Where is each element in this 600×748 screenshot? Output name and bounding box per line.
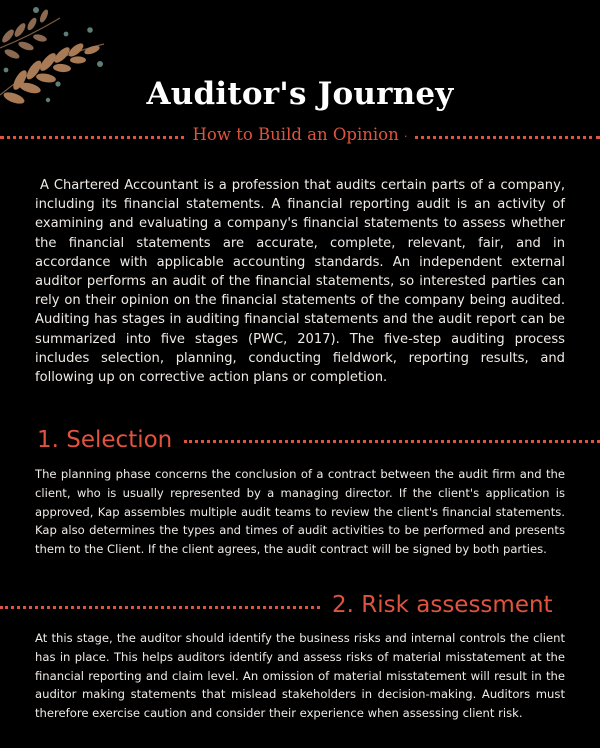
section-text-risk-assessment: At this stage, the auditor should identify the business risks and internal controls the client has in place. This helps auditors identify and assess risks of material misstatement at the financial reporting and claim level. An omission of material misstatement will result in the auditor making statements that mislead stakeholders in decision-making. Auditors must therefore exercise caution and consider their experience when assessing client risk.	[35, 631, 565, 721]
page-title: Auditor's Journey	[146, 76, 454, 112]
section-divider-selection	[184, 440, 600, 443]
section-divider-risk	[0, 606, 320, 609]
subtitle-text: How to Build an Opinion	[192, 125, 399, 144]
section-heading-risk-assessment: 2. Risk assessment	[332, 592, 553, 618]
section-heading-selection: 1. Selection	[37, 427, 173, 453]
intro-paragraph: A Chartered Accountant is a profession that audits certain parts of a company, including its financial statements. A financial reporting audit is an activity of examining and evaluating a company's financial statements to assess whether the financial statements are accurate, complete, relevant, fair, and in accordance with applicable accounting standards. An independent external auditor performs an audit of the financial statements, so interested parties can rely on their opinion on the financial statements of the company being audited. Auditing has stages in auditing financial statements and the audit report can be summarized into five stages (PWC, 2017). The five-step auditing process includes selection, planning, conducting fieldwork, reporting results, and following up on corrective action plans or completion.	[35, 178, 565, 386]
section-text-selection: The planning phase concerns the conclusion of a contract between the audit firm and the client, who is usually represented by a managing director. If the client's application is approved, Kap assembles multiple audit teams to review the client's financial statements. Kap also determines the types and times of audit activities to be performed and presents them to the Client. If the client agrees, the audit contract will be signed by both parties.	[35, 467, 565, 557]
sparkle-icon: ·	[403, 130, 408, 143]
page-subtitle	[0, 125, 600, 144]
